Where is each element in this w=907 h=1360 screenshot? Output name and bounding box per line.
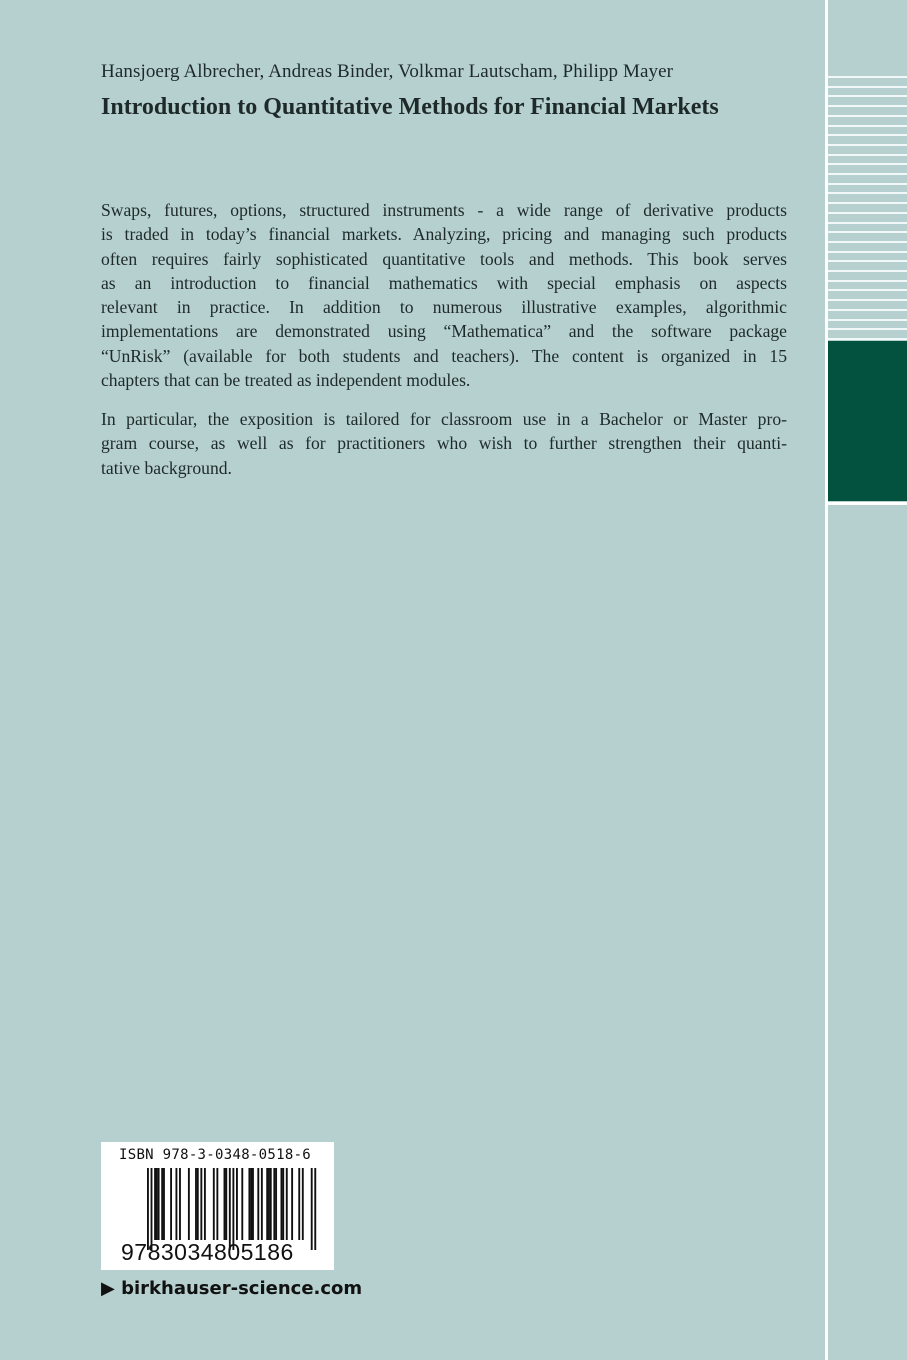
isbn-barcode	[101, 1142, 334, 1270]
stripe	[828, 338, 907, 340]
barcode-bar	[273, 1168, 275, 1240]
text-line: implementations are demonstrated using “Mathematica” and the software package	[101, 321, 787, 342]
barcode-bar	[298, 1168, 300, 1240]
barcode-bar	[270, 1168, 272, 1240]
stripe	[828, 144, 907, 146]
stripe	[828, 105, 907, 107]
stripe	[828, 319, 907, 321]
text-line: often requires fairly sophisticated quantitative tools and methods. This book serves	[101, 248, 787, 269]
stripe	[828, 231, 907, 233]
barcode-bar	[314, 1168, 316, 1250]
stripe	[828, 280, 907, 282]
stripe	[828, 154, 907, 156]
barcode-bar	[170, 1168, 172, 1240]
barcode-bar	[248, 1168, 250, 1240]
text-line: is traded in today’s financial markets. Analyzing, pricing and managing such products	[101, 224, 787, 245]
text-line: as an introduction to financial mathematics with special emphasis on aspects	[101, 272, 787, 293]
authors: Hansjoerg Albrecher, Andreas Binder, Volkmar Lautscham, Philipp Mayer	[101, 61, 674, 82]
stripe	[828, 192, 907, 194]
barcode-bar	[163, 1168, 165, 1240]
stripe	[828, 125, 907, 127]
barcode-bar	[156, 1168, 158, 1240]
barcode-bar	[252, 1168, 254, 1240]
text-line: “UnRisk” (available for both students and teachers). The content is organized in 15	[101, 345, 787, 366]
barcode-bar	[179, 1168, 181, 1240]
arrow-right-icon: ▶	[101, 1278, 115, 1299]
text-line: gram course, as well as for practitioners who wish to further strengthen their quanti-	[101, 433, 787, 454]
barcode-bar	[204, 1168, 206, 1240]
text-line: chapters that can be treated as independent modules.	[101, 370, 471, 391]
ean-digits: 9783034805186	[121, 1239, 294, 1265]
stripe	[828, 202, 907, 204]
barcode-bar	[213, 1168, 215, 1240]
stripe	[828, 76, 907, 78]
barcode-bar	[232, 1168, 234, 1250]
stripe	[828, 251, 907, 253]
book-title: Introduction to Quantitative Methods for Financial Markets	[101, 94, 719, 120]
barcode-bar	[286, 1168, 288, 1240]
barcode-bar	[302, 1168, 304, 1240]
barcode-bar	[200, 1168, 202, 1240]
isbn-label: ISBN 978-3-0348-0518-6	[119, 1147, 312, 1163]
barcode-bar	[291, 1168, 293, 1240]
barcode-bar	[268, 1168, 270, 1240]
barcode-bar	[224, 1168, 226, 1240]
barcode-bar	[158, 1168, 160, 1240]
barcode-bar	[151, 1168, 153, 1250]
stripe	[828, 309, 907, 311]
stripe	[828, 86, 907, 88]
publisher-website[interactable]	[101, 1278, 362, 1299]
barcode-bar	[147, 1168, 149, 1250]
barcode-bar	[154, 1168, 156, 1240]
stripe	[828, 241, 907, 243]
stripe	[828, 289, 907, 291]
barcode-bar	[282, 1168, 284, 1240]
barcode-bar	[266, 1168, 268, 1240]
stripe	[828, 222, 907, 224]
barcode-bar	[216, 1168, 218, 1240]
stripe	[828, 163, 907, 165]
text-line: Swaps, futures, options, structured instruments - a wide range of derivative products	[101, 200, 787, 220]
description-paragraph-1	[101, 198, 787, 392]
barcode-bar	[197, 1168, 199, 1240]
barcode-bar	[261, 1168, 263, 1240]
stripe	[828, 95, 907, 97]
text-line: tative background.	[101, 457, 232, 478]
text-line: In particular, the exposition is tailored for classroom use in a Bachelor or Master pro-	[101, 409, 787, 429]
website-label: birkhauser-science.com	[121, 1278, 363, 1299]
divider	[828, 502, 907, 505]
barcode-bar	[257, 1168, 259, 1240]
stripe	[828, 134, 907, 136]
barcode-bar	[225, 1168, 227, 1240]
stripe	[828, 328, 907, 330]
barcode-bar	[188, 1168, 190, 1240]
stripe	[828, 299, 907, 301]
barcode-bar	[161, 1168, 163, 1240]
barcode-bar	[250, 1168, 252, 1240]
barcode-bar	[229, 1168, 231, 1250]
text-line: relevant in practice. In addition to numerous illustrative examples, algorithmic	[101, 297, 787, 318]
stripe	[828, 173, 907, 175]
barcode-bar	[275, 1168, 277, 1240]
stripe	[828, 260, 907, 262]
description-paragraph-2	[101, 407, 787, 480]
stripe	[828, 115, 907, 117]
stripe	[828, 183, 907, 185]
stripe	[828, 212, 907, 214]
barcode-bar	[311, 1168, 313, 1250]
barcode-bar	[281, 1168, 283, 1240]
color-block	[828, 341, 907, 501]
stripe	[828, 270, 907, 272]
barcode-bar	[175, 1168, 177, 1240]
barcode-bar	[241, 1168, 243, 1240]
barcode-bar	[236, 1168, 238, 1240]
barcode-bar	[195, 1168, 197, 1240]
